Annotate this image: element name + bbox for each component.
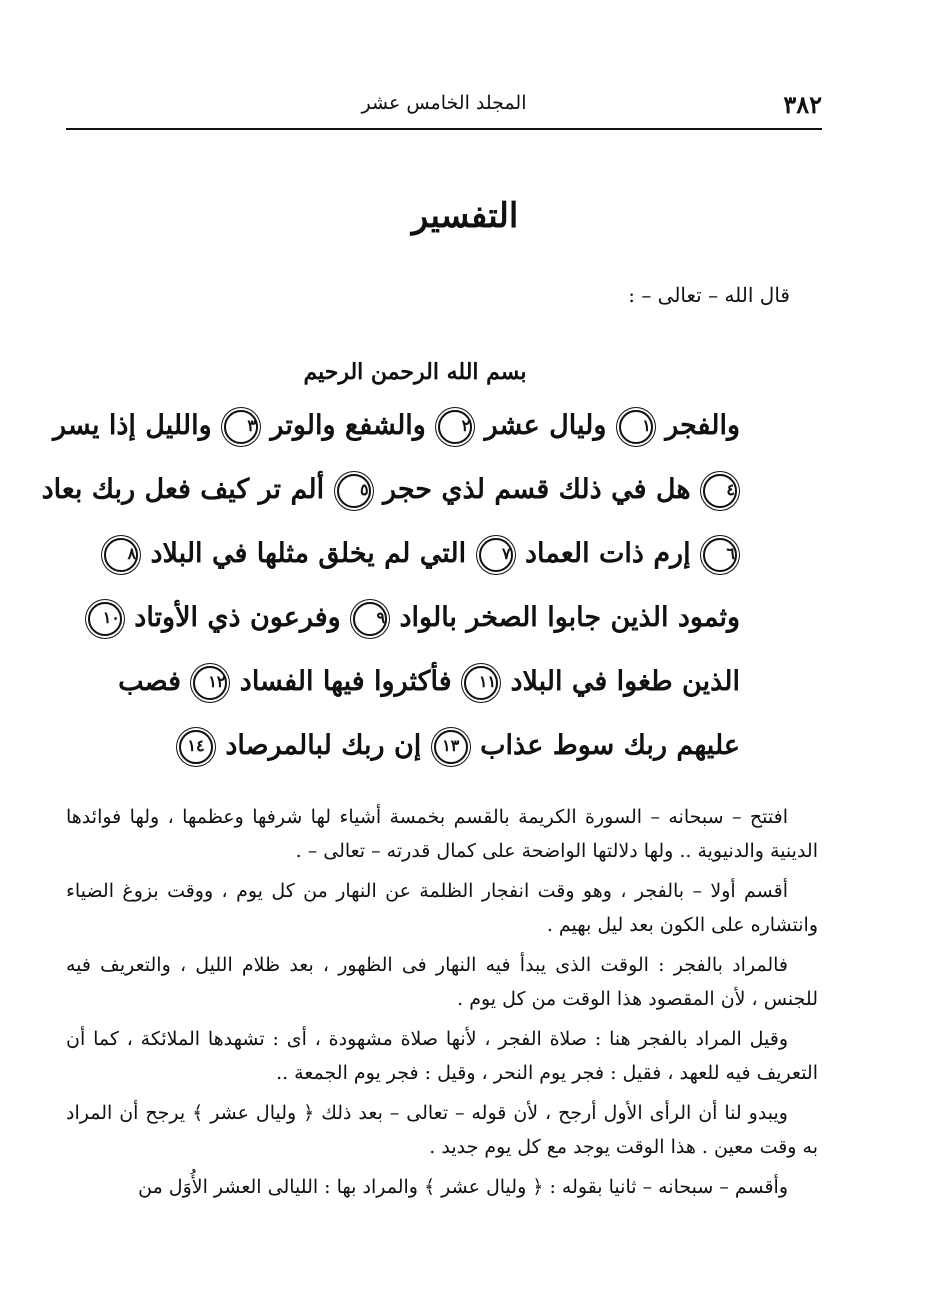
verse-line <box>41 458 740 522</box>
verse-text: إرم ذات العماد <box>524 538 691 569</box>
verse-line <box>118 650 740 714</box>
verse-text: إن ربك لبالمرصاد <box>225 730 422 761</box>
header-rule <box>66 128 822 130</box>
tafsir-body <box>66 800 818 1210</box>
ayah-number-marker: ٣ <box>224 410 258 444</box>
section-title: التفسير <box>411 196 519 236</box>
ayah-number-marker: ٩ <box>353 602 387 636</box>
ayah-number-marker: ١١ <box>464 666 498 700</box>
volume-title: المجلد الخامس عشر <box>361 92 527 114</box>
paragraph: ويبدو لنا أن الرأى الأول أرجح ، لأن قوله – تعالى – بعد ذلك ﴿ وليال عشر ﴾ يرجح أن المراد به وقت معين . هذا الوقت يوجد مع كل يوم جديد . <box>66 1102 818 1158</box>
verse-text: والفجر <box>665 410 740 441</box>
verse-text: والليل إذا يسر <box>52 410 212 441</box>
verse-text: التي لم يخلق مثلها في البلاد <box>150 538 467 569</box>
paragraph: وقيل المراد بالفجر هنا : صلاة الفجر ، لأنها صلاة مشهودة ، أى : تشهدها الملائكة ، كما أن التعريف فيه للعهد ، فقيل : فجر يوم النحر ، وقيل : فجر يوم الجمعة .. <box>66 1028 818 1084</box>
ayah-number-marker: ١٤ <box>179 730 213 764</box>
verse-text: ألم تر كيف فعل ربك بعاد <box>41 474 325 505</box>
verse-text: والشفع والوتر <box>270 410 426 441</box>
verse-text: وليال عشر <box>484 410 607 441</box>
ayah-number-marker: ٥ <box>337 474 371 508</box>
paragraph: افتتح – سبحانه – السورة الكريمة بالقسم بخمسة أشياء لها شرفها وعظمها ، ولها فوائدها الدينية والدنيوية .. ولها دلالتها الواضحة على كمال قدرته – تعالى – . <box>66 806 818 862</box>
verse-line <box>150 714 740 778</box>
ayah-number-marker: ٦ <box>703 538 737 572</box>
ayah-number-marker: ١٢ <box>193 666 227 700</box>
verse-line <box>127 522 740 586</box>
paragraph: فالمراد بالفجر : الوقت الذى يبدأ فيه النهار فى الظهور ، بعد ظلام الليل ، والتعريف فيه للجنس ، لأن المقصود هذا الوقت من كل يوم . <box>66 954 818 1010</box>
verse-text: الذين طغوا في البلاد <box>510 666 740 697</box>
verse-text: فأكثروا فيها الفساد <box>239 666 452 697</box>
page-number: ٣٨٢ <box>783 90 822 119</box>
verse-text: فصب <box>118 666 181 697</box>
quran-verses <box>41 350 740 778</box>
ayah-number-marker: ٨ <box>104 538 138 572</box>
ayah-number-marker: ١ <box>619 410 653 444</box>
intro-line: قال الله – تعالى – : <box>628 283 790 307</box>
ayah-number-marker: ١٣ <box>434 730 468 764</box>
paragraph: وأقسم – سبحانه – ثانيا بقوله : ﴿ وليال عشر ﴾ والمراد بها : الليالى العشر الأُوَل من <box>138 1176 788 1198</box>
ayah-number-marker: ٢ <box>438 410 472 444</box>
basmala: بسم الله الرحمن الرحيم <box>303 359 527 385</box>
verse-line <box>52 394 740 458</box>
running-header <box>66 86 822 126</box>
ayah-number-marker: ٤ <box>703 474 737 508</box>
verse-text: عليهم ربك سوط عذاب <box>480 730 740 761</box>
verse-text: وثمود الذين جابوا الصخر بالواد <box>399 602 740 633</box>
verse-text: هل في ذلك قسم لذي حجر <box>382 474 691 505</box>
ayah-number-marker: ٧ <box>479 538 513 572</box>
ayah-number-marker: ١٠ <box>88 602 122 636</box>
verse-text: وفرعون ذي الأوتاد <box>134 602 341 633</box>
verse-line <box>102 586 740 650</box>
paragraph: أقسم أولا – بالفجر ، وهو وقت انفجار الظلمة عن النهار من كل يوم ، ووقت بزوغ الضياء وانتشاره على الكون بعد ليل بهيم . <box>66 880 818 936</box>
